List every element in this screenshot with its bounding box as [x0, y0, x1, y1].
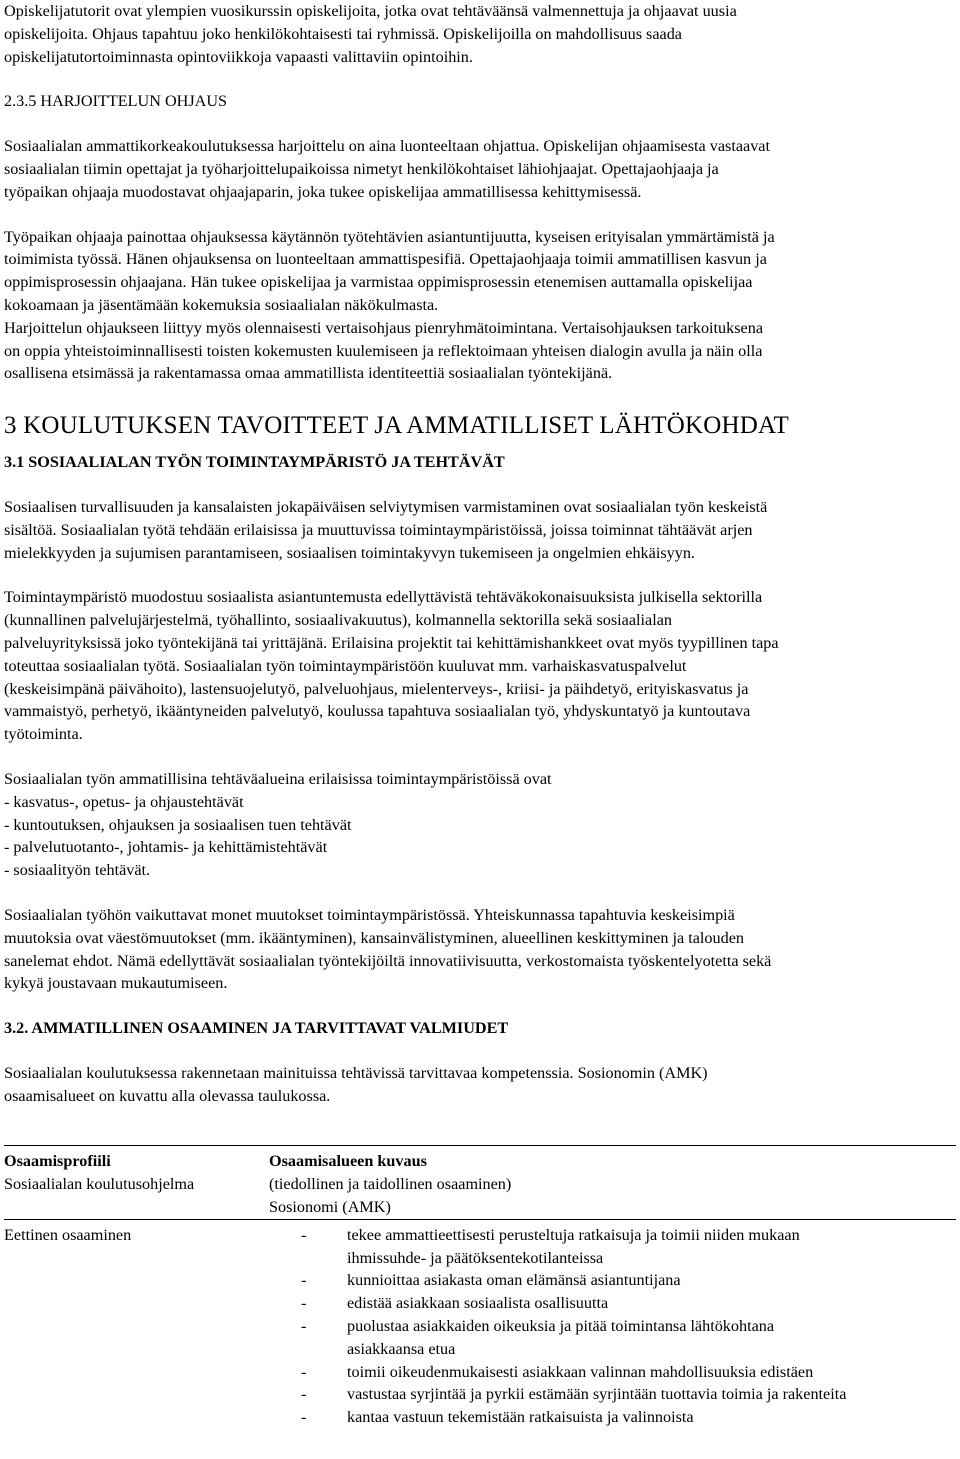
line: sanelemat ehdot. Nämä edellyttävät sosiaalialan työntekijöiltä innovatiivisuutta, verkostomaista työskentelyotetta sekä [4, 951, 772, 970]
line: Harjoittelun ohjaukseen liittyy myös olennaisesti vertaisohjaus pienryhmätoimintana. Vertaisohjauksen tarkoituksena [4, 318, 764, 337]
line: osaamisalueet on kuvattu alla olevassa taulukossa. [4, 1086, 331, 1105]
row-label-ethical-competence: Eettinen osaaminen [4, 1219, 269, 1429]
column-header-profile: Osaamisprofiili [4, 1152, 111, 1171]
section-3-1-paragraph-4 [4, 904, 956, 995]
line: Sosiaalialan työhön vaikuttavat monet muutokset toimintaympäristössä. Yhteiskunnassa tapahtuvia keskeisimpiä [4, 905, 735, 924]
list-item: - sosiaalityön tehtävät. [4, 861, 151, 880]
list-item: - toimii oikeudenmukaisesti asiakkaan valinnan mahdollisuuksia edistäen [269, 1361, 956, 1384]
line: Sosiaalisen turvallisuuden ja kansalaisten jokapäiväisen selviytymisen varmistaminen ovat sosiaalialan työn keskeistä [4, 497, 768, 516]
section-3-1-task-areas-intro: Sosiaalialan työn ammatillisina tehtäväalueina erilaisissa toimintaympäristöissä ovat [4, 769, 552, 788]
section-2-3-5-heading: 2.3.5 HARJOITTELUN OHJAUS [4, 92, 228, 111]
line: on oppia yhteistoiminnallisesti toisten kokemusten kuulemiseen ja reflektoimaan yhteisen dialogin avulla ja näin olla [4, 341, 763, 360]
task-areas-list [4, 791, 956, 882]
list-item: - palvelutuotanto-, johtamis- ja kehittämistehtävät [4, 838, 328, 857]
line: Sosiaalialan koulutuksessa rakennetaan mainituissa tehtävissä tarvittavaa kompetenssia. Sosionomin (AMK) [4, 1063, 708, 1082]
line: osallisena etsimässä ja rakentamassa omaa ammatillista identiteettiä sosiaalialan työntekijänä. [4, 364, 613, 383]
list-item: - kantaa vastuun tekemistään ratkaisuista ja valinnoista [269, 1406, 956, 1429]
table-header-cell [269, 1146, 956, 1219]
line: muutoksia ovat väestömuutokset (mm. ikääntyminen), kansainvälistyminen, alueellinen keskittyminen ja talouden [4, 928, 744, 947]
line: toimimista työssä. Hänen ohjauksensa on luonteeltaan ammattispesifiä. Opettajaohjaaja toimii ammatillisen kasvun ja [4, 250, 767, 269]
line: kokoamaan ja jäsentämään kokemuksia sosiaalialan näkökulmasta. [4, 295, 439, 314]
list-item: - vastustaa syrjintää ja pyrkii estämään syrjintään tuottavia toimia ja rakenteita [269, 1383, 956, 1406]
column-subheader-knowledge: (tiedollinen ja taidollinen osaaminen) [269, 1175, 512, 1194]
section-2-3-5-paragraph-1 [4, 135, 956, 203]
dash-marker: - [301, 1271, 307, 1290]
list-item: - edistää asiakkaan sosiaalista osallisuutta [269, 1292, 956, 1315]
list-item: - tekee ammattieettisesti perusteltuja ratkaisuja ja toimii niiden mukaan ihmissuhde- ja päätöksentekotilanteissa [269, 1224, 956, 1270]
section-3-2-paragraph-1 [4, 1062, 956, 1108]
competence-table [4, 1145, 956, 1429]
line: mielekkyyden ja sujumisen parantamiseen, sosiaalisen toimintakyvyn tukemiseen ja ongelmien ehkäisyyn. [4, 543, 695, 562]
dash-marker: - [301, 1294, 307, 1313]
intro-paragraph [4, 0, 956, 68]
dash-marker: - [301, 1225, 307, 1244]
section-3-1-heading: 3.1 SOSIAALIALAN TYÖN TOIMINTAYMPÄRISTÖ JA TEHTÄVÄT [4, 453, 505, 472]
line: toteuttaa sosiaalialan työtä. Sosiaalialan työn toimintaympäristöön kuuluvat mm. varhaiskasvatuspalvelut [4, 656, 687, 675]
row-description-cell [269, 1219, 956, 1429]
list-item: - kunnioittaa asiakasta oman elämänsä asiantuntijana [269, 1269, 956, 1292]
line: Opiskelijatutorit ovat ylempien vuosikurssin opiskelijoita, jotka ovat tehtäväänsä valmennettuja ja ohjaavat uusia [4, 2, 737, 20]
list-item: - puolustaa asiakkaiden oikeuksia ja pitää toimintansa lähtökohtana asiakkaansa etua [269, 1315, 956, 1361]
line: opiskelijatutortoiminnasta opintoviikkoja vapaasti valittaviin opintoihin. [4, 47, 473, 66]
line: sisältöä. Sosiaalialan työtä tehdään erilaisissa ja muuttuvissa toimintaympäristöissä, joissa toiminnat tähtäävät arjen [4, 520, 753, 539]
dash-marker: - [301, 1385, 307, 1404]
line: oppimisprosessin ohjaajana. Hän tukee opiskelijaa ja varmistaa oppimisprosessin etenemisen auttamalla opiskelijaa [4, 273, 753, 292]
table-row [4, 1219, 956, 1429]
table-header-cell [4, 1146, 269, 1219]
line: sosiaalialan tiimin opettajat ja työharjoittelupaikoissa nimetyt henkilökohtaiset lähiohjaajat. Opettajaohjaaja ja [4, 159, 719, 178]
section-3-1-paragraph-2 [4, 586, 956, 746]
line: opiskelijoita. Ohjaus tapahtuu joko henkilökohtaisesti tai ryhmissä. Opiskelijoilla on mahdollisuus saada [4, 24, 682, 43]
list-item: - kasvatus-, opetus- ja ohjaustehtävät [4, 792, 244, 811]
chapter-3-heading: 3 KOULUTUKSEN TAVOITTEET JA AMMATILLISET LÄHTÖKOHDAT [4, 412, 789, 440]
line: vammaistyö, perhetyö, ikääntyneiden palvelutyö, koulussa tapahtuva sosiaalialan työ, yhdyskuntatyö ja kuntoutava [4, 702, 751, 721]
line: työtoiminta. [4, 725, 83, 744]
dash-marker: - [301, 1317, 307, 1336]
line: Työpaikan ohjaaja painottaa ohjauksessa käytännön työtehtävien asiantuntijuutta, kyseisen erityisalan ymmärtämistä ja [4, 227, 775, 246]
column-subheader-programme: Sosiaalialan koulutusohjelma [4, 1175, 195, 1194]
column-header-description: Osaamisalueen kuvaus [269, 1152, 427, 1171]
line: (keskeisimpänä päivähoito), lastensuojelutyö, palveluohjaus, mielenterveys-, kriisi- ja päihdetyö, erityiskasvatus ja [4, 679, 749, 698]
list-item: - kuntoutuksen, ohjauksen ja sosiaalisen tuen tehtävät [4, 815, 352, 834]
dash-marker: - [301, 1362, 307, 1381]
line: (kunnallinen palvelujärjestelmä, työhallinto, sosiaalivakuutus), kolmannella sektorilla sekä sosiaalialan [4, 611, 673, 630]
section-3-1-paragraph-1 [4, 496, 956, 564]
line: palveluyrityksissä joko työntekijänä tai yrittäjänä. Erilaisina projektit tai kehittämishankkeet ovat myös tyypillinen tapa [4, 633, 779, 652]
line: kykyä joustavaan mukautumiseen. [4, 974, 228, 993]
line: työpaikan ohjaaja muodostavat ohjaajaparin, joka tukee opiskelijaa ammatillisessa kehittymisessä. [4, 182, 642, 201]
line: Toimintaympäristö muodostuu sosiaalista asiantuntemusta edellyttävistä tehtäväkokonaisuuksista julkisella sektorilla [4, 588, 763, 607]
dash-marker: - [301, 1408, 307, 1427]
column-subheader-degree: Sosionomi (AMK) [269, 1198, 391, 1217]
line: Sosiaalialan ammattikorkeakoulutuksessa harjoittelu on aina luonteeltaan ohjattua. Opiskelijan ohjaamisesta vastaavat [4, 137, 770, 156]
table-header-row [4, 1146, 956, 1219]
section-3-2-heading: 3.2. AMMATILLINEN OSAAMINEN JA TARVITTAVAT VALMIUDET [4, 1019, 509, 1038]
section-2-3-5-paragraph-2 [4, 226, 956, 386]
